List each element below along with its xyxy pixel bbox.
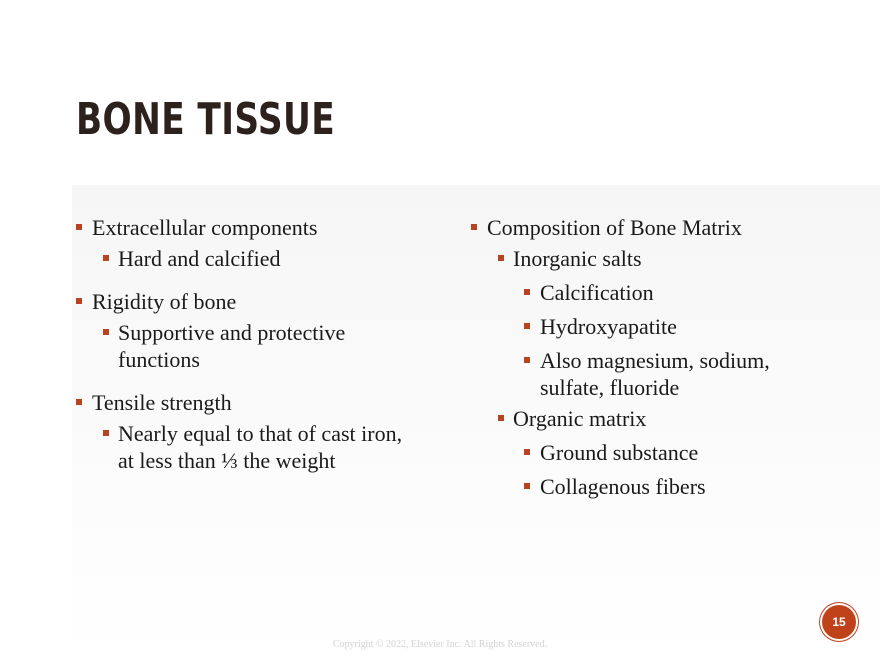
bullet-extracellular-components: Extracellular components xyxy=(76,214,406,241)
bullet-collagenous-fibers: Collagenous fibers xyxy=(471,473,831,500)
bullet-hydroxyapatite: Hydroxyapatite xyxy=(471,313,831,340)
bullet-rigidity-of-bone: Rigidity of bone xyxy=(76,288,406,315)
left-column xyxy=(76,214,406,474)
bullet-ground-substance: Ground substance xyxy=(471,439,831,466)
bullet-hard-and-calcified: Hard and calcified xyxy=(76,245,406,272)
bullet-magnesium-sodium: Also magnesium, sodium, sulfate, fluoride xyxy=(471,347,831,401)
bullet-cast-iron: Nearly equal to that of cast iron, at less than ⅓ the weight xyxy=(76,420,406,474)
bullet-inorganic-salts: Inorganic salts xyxy=(471,245,831,272)
bullet-supportive-protective: Supportive and protective functions xyxy=(76,319,406,373)
copyright-footer: Copyright © 2022, Elsevier Inc. All Rights Reserved. xyxy=(332,639,548,650)
right-column xyxy=(471,214,831,500)
bullet-calcification: Calcification xyxy=(471,279,831,306)
bullet-composition-bone-matrix: Composition of Bone Matrix xyxy=(471,214,831,241)
page-number-badge: 15 xyxy=(822,605,856,639)
bullet-tensile-strength: Tensile strength xyxy=(76,389,406,416)
bullet-organic-matrix: Organic matrix xyxy=(471,405,831,432)
slide-title: BONE TISSUE xyxy=(76,94,336,145)
